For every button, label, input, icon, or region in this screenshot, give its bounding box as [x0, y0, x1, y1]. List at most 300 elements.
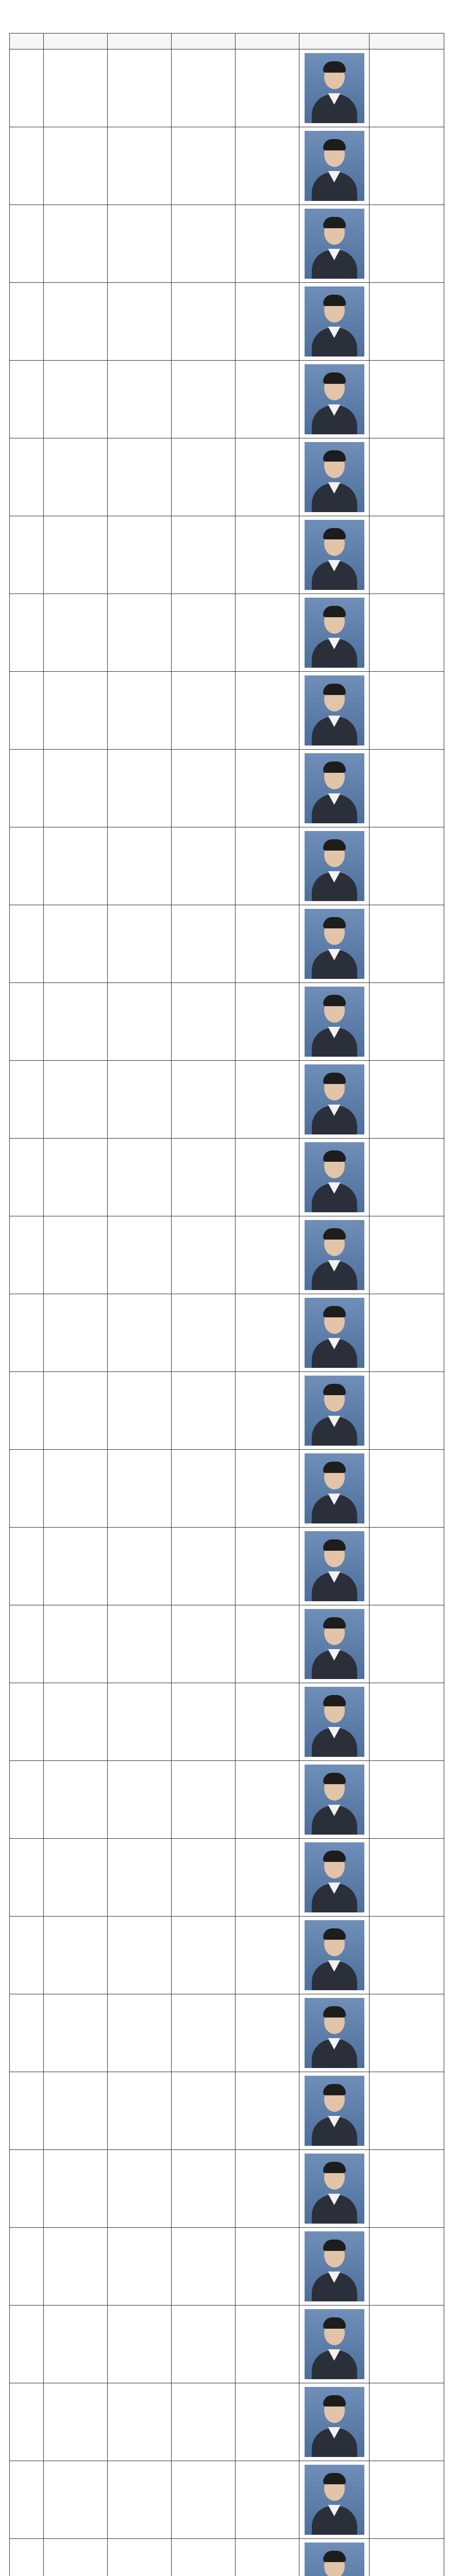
cell-name: [44, 672, 108, 750]
header-name: [44, 33, 108, 49]
cell-date: [236, 2072, 299, 2150]
cell-code: [108, 2072, 172, 2150]
cell-seq: [10, 2539, 44, 2576]
table-row: [10, 49, 444, 127]
cell-date: [236, 1139, 299, 1216]
cell-dept: [172, 1528, 236, 1605]
cell-seq: [10, 516, 44, 594]
cell-dept: [172, 750, 236, 827]
portrait-photo: [305, 1842, 364, 1912]
cell-date: [236, 2306, 299, 2383]
cell-dept: [172, 49, 236, 127]
cell-seq: [10, 1294, 44, 1372]
cell-code: [108, 2383, 172, 2461]
cell-photo: [299, 283, 370, 361]
cell-date: [236, 283, 299, 361]
cell-seq: [10, 1216, 44, 1294]
cell-photo: [299, 1605, 370, 1683]
portrait-photo: [305, 1531, 364, 1601]
cell-photo: [299, 1294, 370, 1372]
cell-seq: [10, 438, 44, 516]
cell-seq: [10, 1839, 44, 1917]
cell-name: [44, 283, 108, 361]
table-row: [10, 205, 444, 283]
table-row: [10, 283, 444, 361]
cell-name: [44, 2539, 108, 2576]
cell-seq: [10, 983, 44, 1061]
cell-code: [108, 1839, 172, 1917]
table-row: [10, 361, 444, 438]
cell-name: [44, 2306, 108, 2383]
cell-date: [236, 2228, 299, 2306]
cell-dept: [172, 1294, 236, 1372]
cell-seq: [10, 49, 44, 127]
cell-photo: [299, 438, 370, 516]
cell-dept: [172, 1839, 236, 1917]
cell-photo: [299, 361, 370, 438]
cell-seq: [10, 127, 44, 205]
cell-seq: [10, 1761, 44, 1839]
cell-seq: [10, 2072, 44, 2150]
table-row: [10, 127, 444, 205]
portrait-photo: [305, 286, 364, 357]
cell-date: [236, 1372, 299, 1450]
table-row: [10, 1139, 444, 1216]
cell-date: [236, 361, 299, 438]
cell-photo: [299, 2150, 370, 2228]
table-row: [10, 438, 444, 516]
cell-code: [108, 2228, 172, 2306]
cell-name: [44, 1216, 108, 1294]
header-date: [236, 33, 299, 49]
cell-name: [44, 827, 108, 905]
cell-remark: [370, 49, 444, 127]
portrait-photo: [305, 2154, 364, 2224]
cell-photo: [299, 2539, 370, 2576]
portrait-photo: [305, 1765, 364, 1835]
cell-seq: [10, 1917, 44, 1994]
cell-code: [108, 283, 172, 361]
cell-photo: [299, 905, 370, 983]
cell-dept: [172, 205, 236, 283]
cell-remark: [370, 2306, 444, 2383]
portrait-photo: [305, 1920, 364, 1990]
table-header-row: [10, 33, 444, 49]
cell-seq: [10, 905, 44, 983]
portrait-photo: [305, 53, 364, 123]
portrait-photo: [305, 2076, 364, 2146]
cell-dept: [172, 1761, 236, 1839]
cell-code: [108, 49, 172, 127]
cell-date: [236, 2383, 299, 2461]
table-row: [10, 2072, 444, 2150]
cell-remark: [370, 2461, 444, 2539]
cell-code: [108, 1139, 172, 1216]
cell-remark: [370, 438, 444, 516]
cell-photo: [299, 1216, 370, 1294]
portrait-photo: [305, 131, 364, 201]
cell-code: [108, 1294, 172, 1372]
cell-name: [44, 1372, 108, 1450]
cell-seq: [10, 2306, 44, 2383]
cell-date: [236, 49, 299, 127]
cell-code: [108, 1450, 172, 1528]
cell-dept: [172, 2539, 236, 2576]
cell-remark: [370, 1294, 444, 1372]
cell-remark: [370, 750, 444, 827]
cell-remark: [370, 1994, 444, 2072]
table-row: [10, 1994, 444, 2072]
portrait-photo: [305, 675, 364, 745]
cell-photo: [299, 1528, 370, 1605]
cell-remark: [370, 983, 444, 1061]
portrait-photo: [305, 987, 364, 1057]
table-row: [10, 1839, 444, 1917]
cell-photo: [299, 1839, 370, 1917]
cell-code: [108, 361, 172, 438]
cell-remark: [370, 1528, 444, 1605]
cell-name: [44, 1605, 108, 1683]
header-photo: [299, 33, 370, 49]
header-seq: [10, 33, 44, 49]
cell-seq: [10, 2383, 44, 2461]
cell-dept: [172, 1450, 236, 1528]
table-row: [10, 1216, 444, 1294]
table-row: [10, 2228, 444, 2306]
cell-dept: [172, 2150, 236, 2228]
portrait-photo: [305, 2387, 364, 2457]
cell-date: [236, 1683, 299, 1761]
cell-photo: [299, 1450, 370, 1528]
table-row: [10, 1761, 444, 1839]
cell-code: [108, 2461, 172, 2539]
cell-date: [236, 1216, 299, 1294]
cell-dept: [172, 127, 236, 205]
cell-date: [236, 1528, 299, 1605]
portrait-photo: [305, 1298, 364, 1368]
portrait-photo: [305, 1142, 364, 1212]
cell-photo: [299, 1061, 370, 1139]
portrait-photo: [305, 520, 364, 590]
portrait-photo: [305, 1609, 364, 1679]
cell-photo: [299, 2461, 370, 2539]
cell-name: [44, 49, 108, 127]
cell-remark: [370, 1761, 444, 1839]
cell-dept: [172, 1139, 236, 1216]
table-row: [10, 750, 444, 827]
cell-name: [44, 905, 108, 983]
cell-dept: [172, 1605, 236, 1683]
cell-remark: [370, 2228, 444, 2306]
table-row: [10, 594, 444, 672]
cell-remark: [370, 827, 444, 905]
cell-remark: [370, 2072, 444, 2150]
cell-dept: [172, 1061, 236, 1139]
table-row: [10, 516, 444, 594]
cell-seq: [10, 1605, 44, 1683]
cell-date: [236, 438, 299, 516]
cell-code: [108, 905, 172, 983]
cell-date: [236, 127, 299, 205]
portrait-photo: [305, 753, 364, 823]
portrait-photo: [305, 1453, 364, 1523]
portrait-photo: [305, 2309, 364, 2379]
cell-name: [44, 2383, 108, 2461]
cell-dept: [172, 1917, 236, 1994]
cell-remark: [370, 2150, 444, 2228]
cell-name: [44, 1528, 108, 1605]
header-remark: [370, 33, 444, 49]
cell-date: [236, 1061, 299, 1139]
cell-name: [44, 1761, 108, 1839]
cell-photo: [299, 672, 370, 750]
cell-dept: [172, 2461, 236, 2539]
cell-name: [44, 1994, 108, 2072]
cell-name: [44, 2150, 108, 2228]
cell-seq: [10, 1528, 44, 1605]
table-row: [10, 983, 444, 1061]
cell-photo: [299, 2228, 370, 2306]
cell-date: [236, 594, 299, 672]
cell-photo: [299, 516, 370, 594]
cell-remark: [370, 283, 444, 361]
cell-date: [236, 1994, 299, 2072]
table-row: [10, 672, 444, 750]
cell-code: [108, 438, 172, 516]
cell-date: [236, 1761, 299, 1839]
cell-date: [236, 672, 299, 750]
cell-seq: [10, 1683, 44, 1761]
cell-remark: [370, 127, 444, 205]
cell-date: [236, 905, 299, 983]
cell-name: [44, 1139, 108, 1216]
cell-code: [108, 750, 172, 827]
portrait-photo: [305, 598, 364, 668]
cell-date: [236, 2150, 299, 2228]
cell-name: [44, 750, 108, 827]
table-row: [10, 1450, 444, 1528]
cell-code: [108, 672, 172, 750]
cell-date: [236, 1450, 299, 1528]
cell-name: [44, 2072, 108, 2150]
table-row: [10, 1917, 444, 1994]
table-row: [10, 2461, 444, 2539]
cell-code: [108, 827, 172, 905]
cell-code: [108, 2539, 172, 2576]
cell-photo: [299, 983, 370, 1061]
cell-date: [236, 2539, 299, 2576]
cell-remark: [370, 1450, 444, 1528]
cell-photo: [299, 1139, 370, 1216]
portrait-photo: [305, 1687, 364, 1757]
cell-dept: [172, 283, 236, 361]
cell-name: [44, 205, 108, 283]
cell-dept: [172, 672, 236, 750]
table-row: [10, 827, 444, 905]
cell-photo: [299, 1372, 370, 1450]
cell-photo: [299, 1994, 370, 2072]
portrait-photo: [305, 209, 364, 279]
cell-name: [44, 1839, 108, 1917]
cell-name: [44, 361, 108, 438]
table-row: [10, 2383, 444, 2461]
cell-date: [236, 2461, 299, 2539]
table-body: [10, 49, 444, 2576]
cell-dept: [172, 2072, 236, 2150]
cell-seq: [10, 750, 44, 827]
cell-remark: [370, 516, 444, 594]
cell-seq: [10, 205, 44, 283]
cell-remark: [370, 672, 444, 750]
cell-seq: [10, 1061, 44, 1139]
cell-code: [108, 983, 172, 1061]
cell-dept: [172, 1372, 236, 1450]
cell-remark: [370, 1683, 444, 1761]
cell-code: [108, 1761, 172, 1839]
cell-remark: [370, 594, 444, 672]
portrait-photo: [305, 1376, 364, 1446]
cell-name: [44, 594, 108, 672]
cell-code: [108, 2306, 172, 2383]
table-row: [10, 1683, 444, 1761]
cell-photo: [299, 1917, 370, 1994]
cell-dept: [172, 905, 236, 983]
cell-photo: [299, 205, 370, 283]
cell-code: [108, 1683, 172, 1761]
cell-code: [108, 594, 172, 672]
cell-remark: [370, 1139, 444, 1216]
table-row: [10, 1294, 444, 1372]
cell-seq: [10, 672, 44, 750]
cell-photo: [299, 1683, 370, 1761]
cell-code: [108, 1917, 172, 1994]
cell-photo: [299, 750, 370, 827]
table-row: [10, 905, 444, 983]
cell-date: [236, 750, 299, 827]
cell-photo: [299, 827, 370, 905]
page-title: [9, 0, 444, 33]
cell-photo: [299, 49, 370, 127]
cell-dept: [172, 516, 236, 594]
cell-code: [108, 1605, 172, 1683]
cell-seq: [10, 2228, 44, 2306]
header-code: [108, 33, 172, 49]
cell-remark: [370, 361, 444, 438]
cell-name: [44, 2228, 108, 2306]
cell-dept: [172, 361, 236, 438]
cell-dept: [172, 983, 236, 1061]
cell-name: [44, 1683, 108, 1761]
cell-code: [108, 1994, 172, 2072]
cell-dept: [172, 594, 236, 672]
table-row: [10, 1061, 444, 1139]
cell-code: [108, 1528, 172, 1605]
cell-dept: [172, 1216, 236, 1294]
cell-remark: [370, 205, 444, 283]
cell-seq: [10, 1139, 44, 1216]
header-dept: [172, 33, 236, 49]
cell-code: [108, 1216, 172, 1294]
cell-date: [236, 516, 299, 594]
cell-name: [44, 983, 108, 1061]
cell-remark: [370, 1917, 444, 1994]
cell-seq: [10, 1994, 44, 2072]
cell-date: [236, 827, 299, 905]
portrait-photo: [305, 1064, 364, 1134]
table-row: [10, 1605, 444, 1683]
cell-seq: [10, 1450, 44, 1528]
cell-date: [236, 1839, 299, 1917]
portrait-photo: [305, 442, 364, 512]
cell-code: [108, 1372, 172, 1450]
cell-code: [108, 205, 172, 283]
cell-seq: [10, 2461, 44, 2539]
cell-photo: [299, 127, 370, 205]
cell-name: [44, 127, 108, 205]
table-row: [10, 1372, 444, 1450]
cell-photo: [299, 2306, 370, 2383]
table-row: [10, 2306, 444, 2383]
portrait-photo: [305, 1220, 364, 1290]
cell-remark: [370, 1839, 444, 1917]
cell-seq: [10, 594, 44, 672]
cell-name: [44, 1450, 108, 1528]
cell-remark: [370, 905, 444, 983]
cell-code: [108, 516, 172, 594]
cell-name: [44, 1061, 108, 1139]
portrait-photo: [305, 909, 364, 979]
cell-seq: [10, 361, 44, 438]
cell-date: [236, 1294, 299, 1372]
cell-photo: [299, 2072, 370, 2150]
cell-date: [236, 983, 299, 1061]
portrait-photo: [305, 2465, 364, 2535]
cell-date: [236, 1917, 299, 1994]
cell-remark: [370, 1061, 444, 1139]
cell-remark: [370, 1372, 444, 1450]
cell-remark: [370, 2539, 444, 2576]
cell-remark: [370, 1605, 444, 1683]
cell-remark: [370, 1216, 444, 1294]
portrait-photo: [305, 831, 364, 901]
cell-dept: [172, 2383, 236, 2461]
cell-photo: [299, 594, 370, 672]
portrait-photo: [305, 1998, 364, 2068]
cell-date: [236, 205, 299, 283]
cell-name: [44, 516, 108, 594]
cell-dept: [172, 827, 236, 905]
roster-table: [9, 33, 444, 2576]
cell-photo: [299, 1761, 370, 1839]
cell-name: [44, 438, 108, 516]
portrait-photo: [305, 2543, 364, 2576]
cell-seq: [10, 1372, 44, 1450]
cell-dept: [172, 2306, 236, 2383]
cell-name: [44, 1917, 108, 1994]
cell-photo: [299, 2383, 370, 2461]
table-row: [10, 1528, 444, 1605]
cell-code: [108, 1061, 172, 1139]
cell-dept: [172, 1994, 236, 2072]
cell-date: [236, 1605, 299, 1683]
cell-seq: [10, 283, 44, 361]
table-row: [10, 2150, 444, 2228]
cell-name: [44, 1294, 108, 1372]
cell-remark: [370, 2383, 444, 2461]
cell-code: [108, 127, 172, 205]
cell-seq: [10, 827, 44, 905]
cell-name: [44, 2461, 108, 2539]
